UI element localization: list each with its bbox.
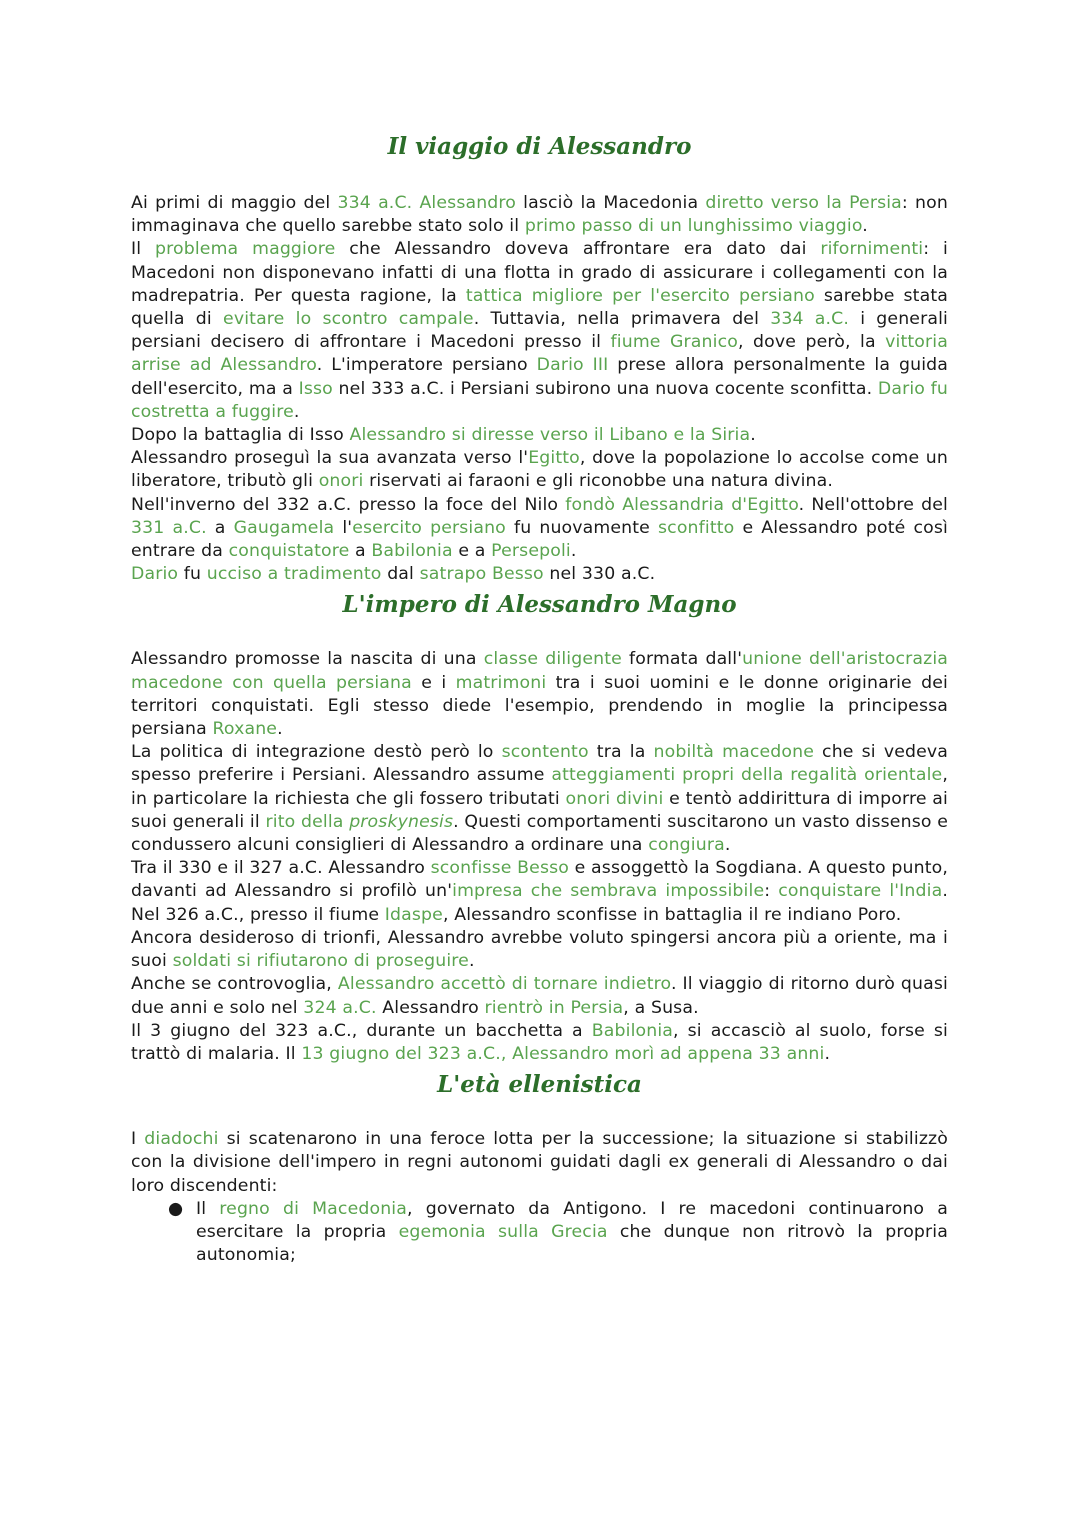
highlighted-term: unione dell'aristocrazia macedone con quella persiana [131,649,949,693]
highlighted-term: Roxane [212,719,278,740]
highlighted-term: onori [318,471,364,492]
text-run: . [570,541,577,562]
highlighted-term: Dario III [536,355,609,376]
text-run: Il [196,1198,220,1219]
text-run: : [764,881,779,902]
paragraph [131,741,948,857]
text-run: . [862,216,868,237]
text-run: e tentò addirittura di imporre ai suoi generali il [131,788,948,832]
highlighted-term: onori divini [565,788,664,809]
text-run: . [277,719,283,740]
highlighted-term: Persepoli [491,541,571,562]
text-run: Il [131,239,155,260]
highlighted-term: 324 a.C. [303,997,377,1018]
text-run: nel 330 a.C. [543,564,656,585]
text-run: e a [452,541,492,562]
highlighted-term: Alessandro accettò di tornare indietro [337,974,671,995]
text-run: . Questi comportamenti suscitarono un vasto dissenso e condussero alcuni consiglieri di Alessandro a ordinare una [131,811,949,856]
text-run: che dunque non ritrovò la propria autonomia; [196,1221,948,1266]
text-run: lasciò la Macedonia [516,193,706,213]
paragraph [131,424,948,447]
highlighted-term: sconfisse Besso [430,858,569,879]
text-run: che si vedeva spesso preferire i Persiani. Alessandro assume [131,742,949,786]
section-title: L'età ellenistica [437,1071,642,1099]
text-run: Nell'inverno del 332 a.C. presso la foce del Nilo [131,494,566,515]
highlighted-term: sconfitto [658,517,735,538]
highlighted-term: vittoria arrise ad Alessandro [131,332,948,376]
text-run: che Alessandro doveva affrontare era dato dai [335,239,821,260]
bullet-icon: ● [168,1198,184,1219]
highlighted-term: tattica migliore per l'esercito persiano [465,285,815,306]
text-run: : non immaginava che quello sarebbe stato solo il [131,193,948,237]
text-run: Ai primi di maggio del [131,193,338,213]
text-run: si scatenarono in una feroce lotta per la successione; la situazione si stabilizzò con la divisione dell'impero in regni autonomi guidati dagli ex generali di Alessandro o dai loro discendenti: [131,1129,948,1196]
highlighted-term: Egitto [528,448,580,469]
highlighted-term: Babilonia [591,1020,674,1041]
highlighted-term: rifornimenti [820,239,924,260]
highlighted-term: scontento [501,742,589,763]
highlighted-term: Alessandro si diresse verso il Libano e la Siria [349,425,751,446]
text-run: , a Susa. [623,997,699,1018]
section-body [131,192,948,586]
highlighted-term: Idaspe [384,904,443,925]
highlighted-term: fondò Alessandria d'Egitto [565,494,799,515]
paragraph [131,1020,948,1066]
text-run: I [131,1129,145,1150]
text-run: Dopo la battaglia di Isso [131,425,350,446]
paragraph [131,238,948,424]
bullet-list [131,1198,948,1268]
paragraph [131,857,948,927]
text-run: Il 3 giugno del 323 a.C., durante un bacchetta a [131,1020,592,1041]
text-run: e Alessandro poté così entrare da [131,517,948,562]
highlighted-term: Gaugamela [233,517,335,538]
paragraph [131,494,948,564]
text-run: a [206,517,234,538]
text-run: riservati ai faraoni e gli riconobbe una natura divina. [363,471,834,492]
highlighted-term: conquistare l'India [778,881,943,902]
highlighted-term: matrimoni [455,672,547,693]
highlighted-term: evitare lo scontro campale [223,309,474,330]
highlighted-term: atteggiamenti propri della regalità orientale [551,765,943,786]
highlighted-term: fiume Granico [610,332,738,353]
section-eta-ellenistica [131,1068,948,1267]
text-run: , governato da Antigono. I re macedoni continuarono a esercitare la propria [196,1198,948,1242]
highlighted-term: regno di Macedonia [219,1198,407,1219]
text-run: formata dall' [621,649,743,670]
section-title: L'impero di Alessandro Magno [342,591,737,619]
highlighted-term: problema maggiore [155,239,336,260]
highlighted-term: diretto verso la Persia [705,193,902,213]
text-run: Alessandro [376,997,485,1018]
highlighted-term: ucciso a tradimento [206,564,382,585]
highlighted-term: congiura [648,835,725,856]
paragraph [131,563,948,586]
text-run: Alessandro proseguì la sua avanzata verso l' [131,448,529,469]
highlighted-term: diadochi [144,1129,219,1150]
text-run: prese allora personalmente la guida dell'esercito, ma a [131,355,949,399]
text-run: . Tuttavia, nella primavera del [473,309,771,330]
highlighted-term: egemonia sulla Grecia [398,1221,608,1242]
highlighted-term: rientrò in Persia [484,997,624,1018]
paragraph [131,973,948,1019]
text-run: nel 333 a.C. i Persiani subirono una nuova cocente sconfitta. [332,378,878,399]
text-run: , dove la popolazione lo accolse come un liberatore, tributò gli [131,448,948,492]
highlighted-term: Babilonia [371,541,453,562]
text-run: . L'imperatore persiano [316,355,537,376]
highlighted-term: rito della [265,811,350,832]
text-run: . [724,835,731,856]
paragraph [131,927,948,973]
highlighted-term: 334 a.C. Alessandro [337,193,517,213]
text-run: . Nel 326 a.C., presso il fiume [131,881,948,925]
text-run: . [824,1043,831,1064]
highlighted-term: conquistatore [228,541,350,562]
text-run: Ancora desideroso di trionfi, Alessandro avrebbe voluto spingersi ancora più a oriente, ma i suoi [131,927,948,972]
highlighted-term: 331 a.C. [131,517,207,538]
highlighted-term: 13 giugno del 323 a.C., Alessandro morì ad appena 33 anni [301,1043,825,1064]
text-run: Alessandro promosse la nascita di una [131,649,484,670]
text-run: Tra il 330 e il 327 a.C. Alessandro [131,858,431,879]
section-viaggio [131,130,948,586]
highlighted-term: nobiltà macedone [653,742,814,763]
text-run: tra la [588,742,654,763]
text-run: a [349,541,372,562]
highlighted-term: proskynesis [349,811,454,832]
list-item [168,1198,948,1268]
text-run: e assoggettò la Sogdiana. A questo punto, davanti ad Alessandro si profilò un' [131,858,948,902]
text-run: e i [411,672,456,693]
highlighted-term: classe diligente [483,649,622,670]
section-title: Il viaggio di Alessandro [387,133,692,160]
text-run: fu nuovamente [505,517,659,538]
paragraph [131,1128,948,1198]
paragraph [131,192,948,238]
text-run: , Alessandro sconfisse in battaglia il re indiano Poro. [442,904,902,925]
text-run: . Il viaggio di ritorno durò quasi due anni e solo nel [131,974,949,1018]
highlighted-term: Dario fu costretta a fuggire [131,378,948,422]
highlighted-term: Dario [131,564,179,585]
text-run: . [750,425,756,446]
text-run: , si accasciò al suolo, forse si trattò di malaria. Il [131,1020,948,1064]
section-impero [131,588,948,1066]
highlighted-term: satrapo Besso [419,564,544,585]
text-run: tra i suoi uomini e le donne originarie dei territori conquistati. Egli stesso diede l'esempio, prendendo in moglie la principessa persiana [131,672,949,740]
text-run: . [468,951,475,972]
text-run: fu [178,564,207,585]
text-run: dal [381,564,420,585]
text-run: i generali persiani decisero di affrontare i Macedoni presso il [131,309,948,353]
text-run: La politica di integrazione destò però lo [131,742,502,763]
paragraph [131,648,948,741]
highlighted-term: primo passo di un lunghissimo viaggio [524,216,863,237]
text-run: . Nell'ottobre del [798,494,948,515]
highlighted-term: esercito persiano [352,517,506,538]
text-run: Anche se controvoglia, [131,974,338,995]
text-run: sarebbe stata quella di [131,285,948,330]
text-run: , in particolare la richiesta che gli fossero tributati [131,765,948,809]
section-body [131,1128,948,1198]
highlighted-term: impresa che sembrava impossibile [452,881,765,902]
text-run: , dove però, la [737,332,886,353]
document-page [131,130,948,1267]
text-run: l' [334,517,353,538]
section-body [131,648,948,1066]
text-run: : i Macedoni non disponevano infatti di una flotta in grado di assicurare i collegamenti con la madrepatria. Per questa ragione, la [131,239,948,306]
highlighted-term: 334 a.C. [770,309,850,330]
text-run: . [293,401,300,422]
paragraph [131,447,948,493]
highlighted-term: soldati si rifiutarono di proseguire [172,951,469,972]
highlighted-term: Isso [298,378,333,399]
